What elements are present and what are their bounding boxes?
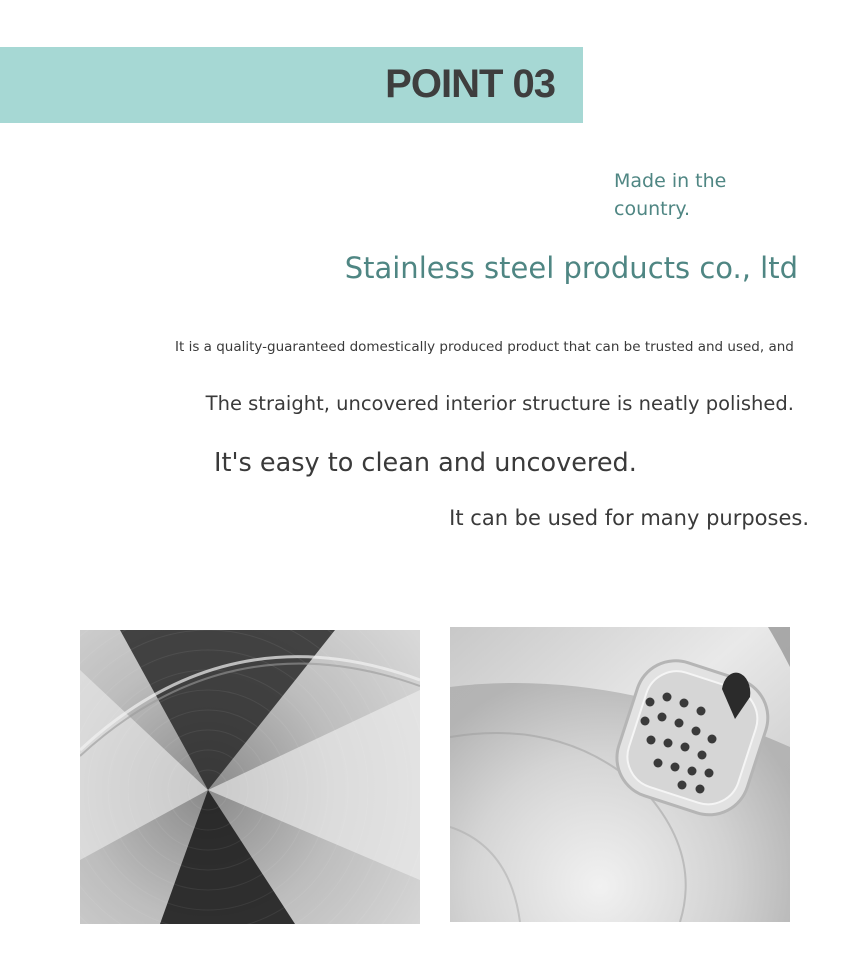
description-line-3: It's easy to clean and uncovered. [214, 448, 637, 478]
point-banner [0, 47, 583, 123]
pot-interior-image [450, 627, 790, 922]
description-line-2: The straight, uncovered interior structure is neatly polished. [205, 392, 794, 415]
company-name: Stainless steel products co., ltd [344, 251, 798, 285]
pot-interior-photo [450, 627, 790, 922]
point-title: POINT 03 [385, 62, 555, 106]
made-in-text: Made in the country. [614, 170, 727, 220]
description-line-4: It can be used for many purposes. [449, 506, 809, 530]
pot-bottom-photo [80, 630, 420, 924]
description-line-1: It is a quality-guaranteed domestically produced product that can be trusted and used, and [175, 339, 794, 355]
pot-bottom-image [80, 630, 420, 924]
